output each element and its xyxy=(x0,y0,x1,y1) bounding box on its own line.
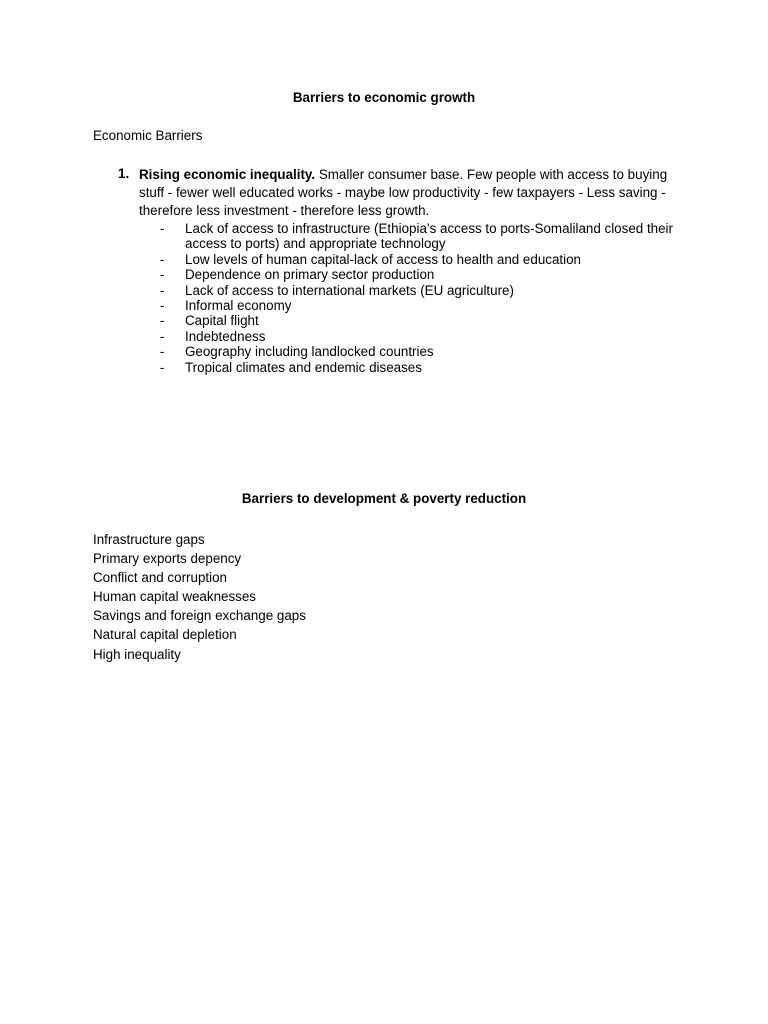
bullet-list xyxy=(160,221,700,375)
section-title: Barriers to development & poverty reduction xyxy=(241,491,527,506)
bullet-item: - Lack of access to international markets (EU agriculture) xyxy=(160,282,514,298)
list-item-text: Smaller consumer base. Few people with access to buying stuff - fewer well educated works - maybe low productivity - few taxpayers - Less saving - therefore less investment - therefore less growth. xyxy=(139,167,668,218)
bullet-dash: - xyxy=(160,251,165,267)
list-item-lead: Rising economic inequality. xyxy=(139,167,316,182)
bullet-item: - Informal economy xyxy=(160,298,292,314)
bullet-dash: - xyxy=(160,267,165,283)
section-heading: Economic Barriers xyxy=(93,128,203,143)
bullet-dash: - xyxy=(160,221,165,236)
bullet-item: - Tropical climates and endemic diseases xyxy=(160,359,422,375)
bullet-item: - Indebtedness xyxy=(160,328,266,344)
bullet-dash: - xyxy=(160,359,165,375)
bullet-dash: - xyxy=(160,282,165,298)
page-title: Barriers to economic growth xyxy=(292,90,476,105)
bullet-item: - Low levels of human capital-lack of access to health and education xyxy=(160,251,582,267)
bullet-dash: - xyxy=(160,344,165,360)
list-item: Human capital weaknesses xyxy=(93,589,257,605)
list-number: 1. xyxy=(118,166,130,181)
bullet-item: - Lack of access to infrastructure (Ethiopia’s access to ports-Somaliland closed their access to ports) and appropriate technology xyxy=(160,221,673,252)
numbered-list-item xyxy=(118,166,678,220)
list-item: Savings and foreign exchange gaps xyxy=(93,608,306,624)
barriers-list xyxy=(93,530,306,664)
bullet-dash: - xyxy=(160,313,165,329)
bullet-item: - Dependence on primary sector production xyxy=(160,267,435,283)
list-item: High inequality xyxy=(93,646,181,662)
list-item: Natural capital depletion xyxy=(93,627,237,643)
list-item: Conflict and corruption xyxy=(93,570,227,586)
list-item-body xyxy=(139,166,678,220)
bullet-dash: - xyxy=(160,298,165,314)
bullet-item: - Capital flight xyxy=(160,313,259,329)
bullet-item: - Geography including landlocked countries xyxy=(160,344,434,360)
list-item: Primary exports depency xyxy=(93,551,242,567)
bullet-dash: - xyxy=(160,328,165,344)
list-item: Infrastructure gaps xyxy=(93,532,205,547)
